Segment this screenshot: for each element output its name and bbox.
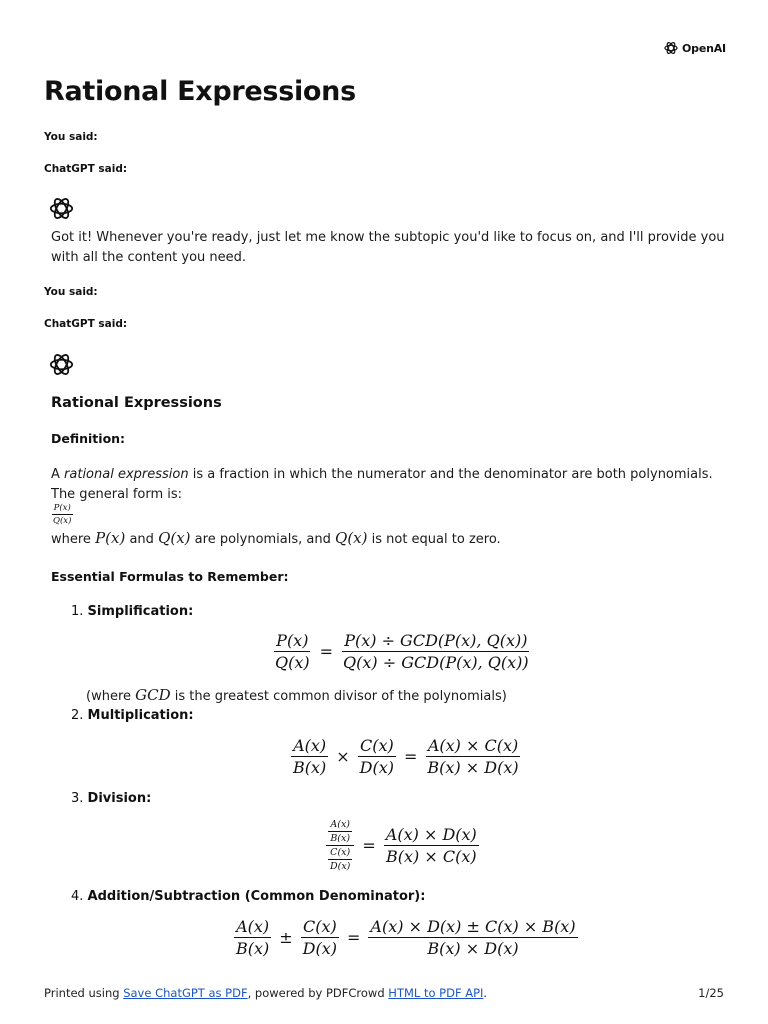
page-number: 1/25 (698, 986, 724, 1000)
fraction-denominator: Q(x) ÷ GCD(P(x), Q(x)) (343, 653, 529, 672)
chatgpt-said-label: ChatGPT said: (44, 163, 128, 175)
fraction-denominator: D(x) (302, 939, 338, 958)
where-text-a: where (51, 532, 96, 547)
fraction-numerator: P(x) (53, 503, 71, 513)
footer-printed: Printed using (44, 986, 124, 1000)
simplification-equation (273, 631, 531, 672)
fraction-numerator: A(x) (293, 736, 327, 755)
fraction-numerator: A(x) × D(x) ± C(x) × B(x) (370, 917, 576, 936)
fraction-numerator: A(x) (236, 917, 270, 936)
you-said-label: You said: (44, 131, 98, 143)
definition-label: Definition: (51, 431, 126, 446)
footer-end: . (483, 986, 488, 1000)
list-item (71, 889, 425, 904)
list-number: 4. (71, 889, 84, 904)
save-chatgpt-pdf-link[interactable]: Save ChatGPT as PDF (123, 986, 248, 1000)
list-number: 1. (71, 604, 84, 619)
equals-sign: = (347, 928, 361, 947)
multiplication-equation (291, 736, 521, 777)
you-said-label: You said: (44, 286, 98, 298)
equals-sign: = (404, 747, 418, 766)
definition-post: is a fraction in which the numerator and the denominator are both polynomials. (188, 467, 713, 482)
fraction-denominator: B(x) (330, 833, 351, 844)
equals-sign: = (362, 836, 376, 855)
general-form-fraction (51, 503, 73, 526)
where-text-b: and (125, 532, 159, 547)
fraction-numerator: P(x) ÷ GCD(P(x), Q(x)) (344, 631, 528, 650)
equals-sign: = (319, 642, 334, 661)
list-label: Multiplication: (87, 708, 194, 723)
fraction-numerator: C(x) (302, 917, 337, 936)
fraction-numerator: C(x) (359, 736, 394, 755)
math-gcd: GCD (135, 686, 171, 704)
chatgpt-said-label: ChatGPT said: (44, 318, 128, 330)
complex-fraction (326, 819, 354, 872)
division-equation (326, 819, 479, 872)
list-number: 3. (71, 791, 84, 806)
definition-text (51, 465, 726, 505)
openai-brand (663, 40, 726, 56)
formulas-heading: Essential Formulas to Remember: (51, 569, 289, 584)
math-q: Q(x) (335, 529, 368, 547)
operator: × (336, 747, 350, 766)
where-text-d: is not equal to zero. (367, 532, 501, 547)
fraction-denominator: D(x) (330, 861, 351, 872)
gcd-note (86, 685, 726, 707)
gcd-note-post: is the greatest common divisor of the polynomials) (170, 689, 507, 704)
fraction-numerator: P(x) (276, 631, 309, 650)
fraction-numerator: A(x) × D(x) (385, 825, 477, 844)
fraction-numerator: A(x) × C(x) (427, 736, 519, 755)
general-form-text: The general form is: (51, 487, 183, 502)
definition-pre: A (51, 467, 65, 482)
fraction-numerator: C(x) (330, 847, 351, 858)
chatgpt-avatar-icon (48, 351, 75, 378)
fraction-denominator: B(x) (236, 939, 270, 958)
fraction-denominator: B(x) × D(x) (427, 939, 519, 958)
page-title: Rational Expressions (44, 76, 356, 107)
list-number: 2. (71, 708, 84, 723)
reply-text: Got it! Whenever you're ready, just let me know the subtopic you'd like to focus on, and I'll provide you with all the content you need. (51, 230, 725, 265)
list-label: Simplification: (87, 604, 194, 619)
fraction-denominator: B(x) (293, 758, 327, 777)
chatgpt-avatar-icon (48, 195, 75, 222)
page-footer (44, 986, 724, 1000)
list-label: Division: (87, 791, 152, 806)
section-heading: Rational Expressions (51, 395, 222, 411)
openai-logo-icon (663, 40, 679, 56)
fraction-denominator: Q(x) (275, 653, 310, 672)
where-text (51, 528, 726, 550)
footer-mid: , powered by PDFCrowd (247, 986, 389, 1000)
addition-subtraction-equation (234, 917, 578, 958)
list-item (71, 604, 193, 619)
html-to-pdf-api-link[interactable]: HTML to PDF API (388, 986, 484, 1000)
list-label: Addition/Subtraction (Common Denominator): (87, 889, 426, 904)
math-p: P(x) (95, 529, 126, 547)
gcd-note-pre: (where (86, 689, 136, 704)
definition-term: rational expression (64, 467, 189, 482)
fraction-denominator: D(x) (359, 758, 395, 777)
where-text-c: are polynomials, and (190, 532, 336, 547)
brand-name: OpenAI (682, 41, 726, 55)
fraction-denominator: B(x) × C(x) (385, 847, 477, 866)
operator: ± (279, 928, 293, 947)
fraction-denominator: Q(x) (53, 516, 72, 526)
list-item (71, 791, 151, 806)
math-q: Q(x) (158, 529, 191, 547)
fraction-denominator: B(x) × D(x) (427, 758, 519, 777)
fraction-numerator: A(x) (330, 819, 351, 830)
footer-credit (44, 986, 487, 1000)
list-item (71, 708, 194, 723)
